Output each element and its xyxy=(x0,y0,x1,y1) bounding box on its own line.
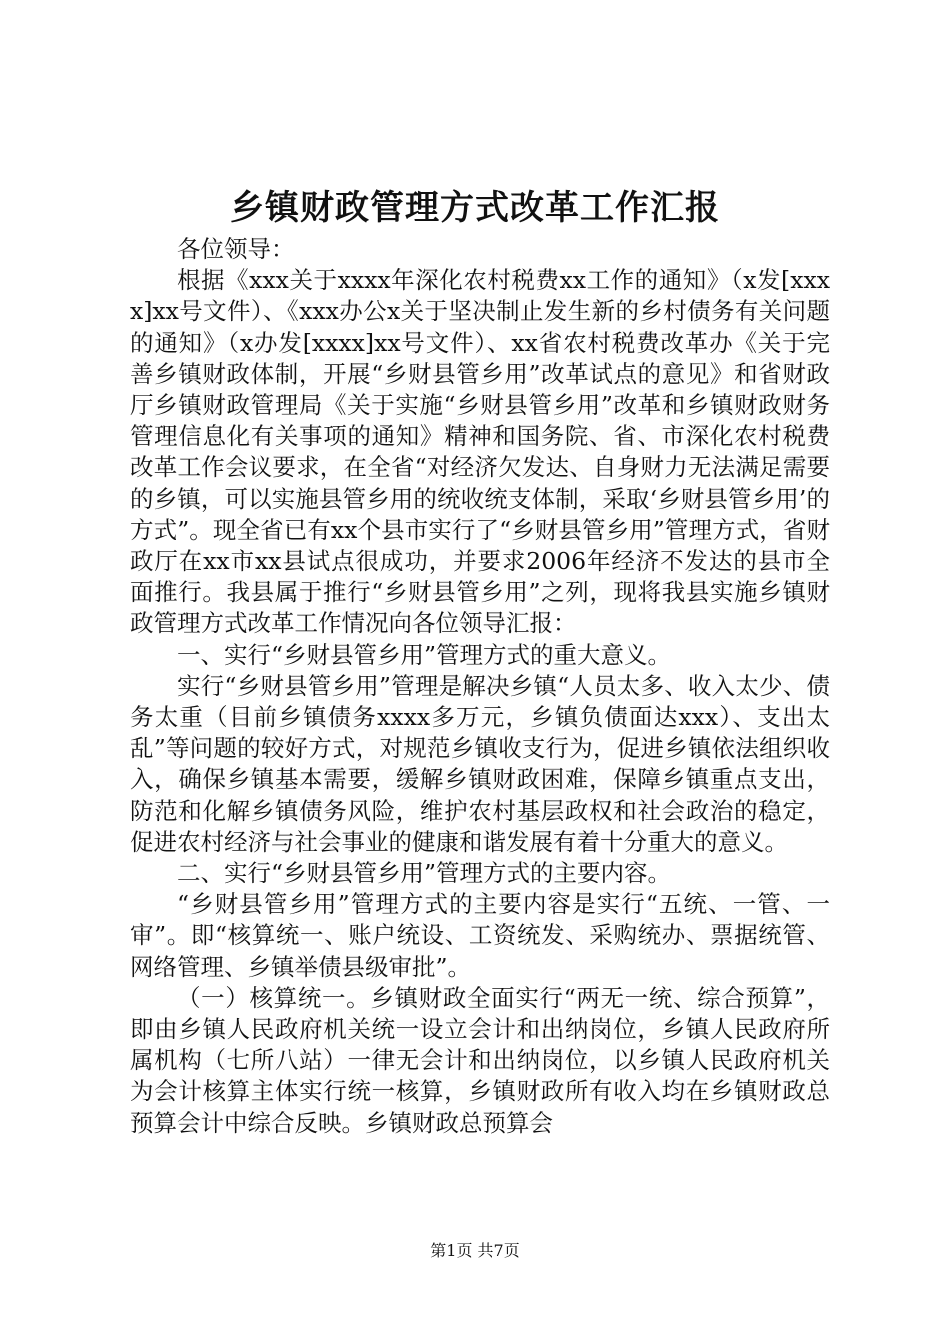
body-paragraph: （一）核算统一。乡镇财政全面实行“两无一统、综合预算”，即由乡镇人民政府机关统一设立会计和出纳岗位，乡镇人民政府所属机构（七所八站）一律无会计和出纳岗位，以乡镇人民政府机关为会计核算主体实行统一核算，乡镇财政所有收入均在乡镇财政总预算会计中综合反映。乡镇财政总预算会 xyxy=(130,983,830,1137)
page-footer: 第1页 共7页 xyxy=(430,1241,520,1260)
document-body xyxy=(130,234,830,1139)
body-paragraph: 实行“乡财县管乡用”管理是解决乡镇“人员太多、收入太少、债务太重（目前乡镇债务xxxx多万元，乡镇负债面达xxx）、支出太乱”等问题的较好方式，对规范乡镇收支行为，促进乡镇依法组织收入，确保乡镇基本需要，缓解乡镇财政困难，保障乡镇重点支出，防范和化解乡镇债务风险，维护农村基层政权和社会政治的稳定，促进农村经济与社会事业的健康和谐发展有着十分重大的意义。 xyxy=(130,671,830,856)
document-title: 乡镇财政管理方式改革工作汇报 xyxy=(230,188,720,228)
section-heading-2: 二、实行“乡财县管乡用”管理方式的主要内容。 xyxy=(177,859,672,888)
intro-paragraph: 根据《xxx关于xxxx年深化农村税费xx工作的通知》（x发[xxxx]xx号文件）、《xxx办公x关于坚决制止发生新的乡村债务有关问题的通知》（x办发[xxxx]xx号文件）、xx省农村税费改革办《关于完善乡镇财政体制，开展“乡财县管乡用”改革试点的意见》和省财政厅乡镇财政管理局《关于实施“乡财县管乡用”改革和乡镇财政财务管理信息化有关事项的通知》精神和国务院、省、市深化农村税费改革工作会议要求，在全省“对经济欠发达、自身财力无法满足需要的乡镇，可以实施县管乡用的统收统支体制，采取‘乡财县管乡用’的方式”。现全省已有xx个县市实行了“乡财县管乡用”管理方式，省财政厅在xx市xx县试点很成功，并要求2006年经济不发达的县市全面推行。我县属于推行“乡财县管乡用”之列，现将我县实施乡镇财政管理方式改革工作情况向各位领导汇报： xyxy=(130,266,830,638)
salutation: 各位领导： xyxy=(177,235,295,263)
section-heading-1: 一、实行“乡财县管乡用”管理方式的重大意义。 xyxy=(177,640,672,669)
body-paragraph: “乡财县管乡用”管理方式的主要内容是实行“五统、一管、一审”。即“核算统一、账户统设、工资统发、采购统办、票据统管、网络管理、乡镇举债县级审批”。 xyxy=(130,890,830,981)
